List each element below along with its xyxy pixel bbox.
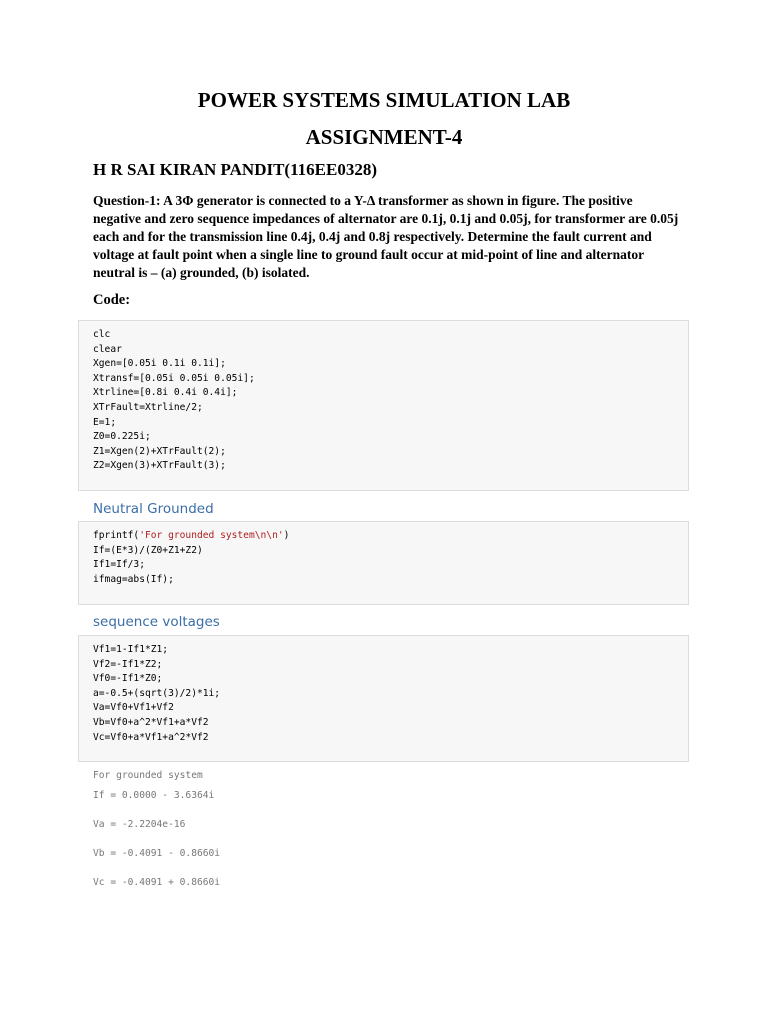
code-block-setup <box>78 320 689 491</box>
code-line: clc <box>93 329 111 340</box>
assignment-title: ASSIGNMENT-4 <box>305 125 463 149</box>
code-line: a=-0.5+(sqrt(3)/2)*1i; <box>93 687 221 699</box>
code-line: ifmag=abs(If); <box>93 573 174 585</box>
code-line: If=(E*3)/(Z0+Z1+Z2) <box>93 544 203 556</box>
code-block-sequence-voltages <box>78 635 689 762</box>
code-token: fprintf( <box>93 530 140 541</box>
code-line: Xgen=[0.05i 0.1i 0.1i]; <box>93 358 226 370</box>
code-block-grounded <box>78 521 689 605</box>
output-fault-current: If = 0.0000 - 3.6364i <box>93 790 215 801</box>
code-line: Xtrline=[0.8i 0.4i 0.4i]; <box>93 387 238 399</box>
lab-title: POWER SYSTEMS SIMULATION LAB <box>197 88 571 112</box>
author-name: H R SAI KIRAN PANDIT(116EE0328) <box>93 160 377 179</box>
code-string: 'For grounded system\n\n' <box>139 530 284 541</box>
code-line: Vf2=-If1*Z2; <box>93 658 163 670</box>
code-line: Vf1=1-If1*Z1; <box>93 644 169 655</box>
code-line: If1=If/3; <box>93 559 145 571</box>
output-va: Va = -2.2204e-16 <box>93 819 186 830</box>
code-line: XTrFault=Xtrline/2; <box>93 401 203 413</box>
code-line <box>93 529 674 544</box>
code-line: clear <box>93 343 122 355</box>
code-line: Vc=Vf0+a*Vf1+a^2*Vf2 <box>93 731 209 743</box>
section-heading-neutral-grounded: Neutral Grounded <box>93 501 214 517</box>
question-text: Question-1: A 3Φ generator is connected to a Y-Δ transformer as shown in figure. The positive negative and zero sequence impedances of alternator are 0.1j, 0.1j and 0.05j, for transformer are 0.05j each and for the transmission line 0.4j, 0.4j and 0.8j respectively. Determine the fault current and voltage at fault point when a single line to ground fault occur at mid-point of line and alternator neutral is – (a) grounded, (b) isolated. <box>93 193 679 280</box>
code-line: Vb=Vf0+a^2*Vf1+a*Vf2 <box>93 716 209 728</box>
output-vb: Vb = -0.4091 - 0.8660i <box>93 848 221 859</box>
code-line: Z1=Xgen(2)+XTrFault(2); <box>93 445 226 457</box>
code-token: ) <box>283 530 290 541</box>
code-line: Vf0=-If1*Z0; <box>93 673 163 685</box>
output-header: For grounded system <box>93 770 203 781</box>
section-heading-sequence-voltages: sequence voltages <box>93 614 220 630</box>
code-line: Xtransf=[0.05i 0.05i 0.05i]; <box>93 372 255 384</box>
code-line: Z0=0.225i; <box>93 431 151 443</box>
output-vc: Vc = -0.4091 + 0.8660i <box>93 877 221 888</box>
code-line: Va=Vf0+Vf1+Vf2 <box>93 702 174 714</box>
code-line: E=1; <box>93 416 117 428</box>
code-line: Z2=Xgen(3)+XTrFault(3); <box>93 460 226 472</box>
code-label: Code: <box>93 292 131 308</box>
